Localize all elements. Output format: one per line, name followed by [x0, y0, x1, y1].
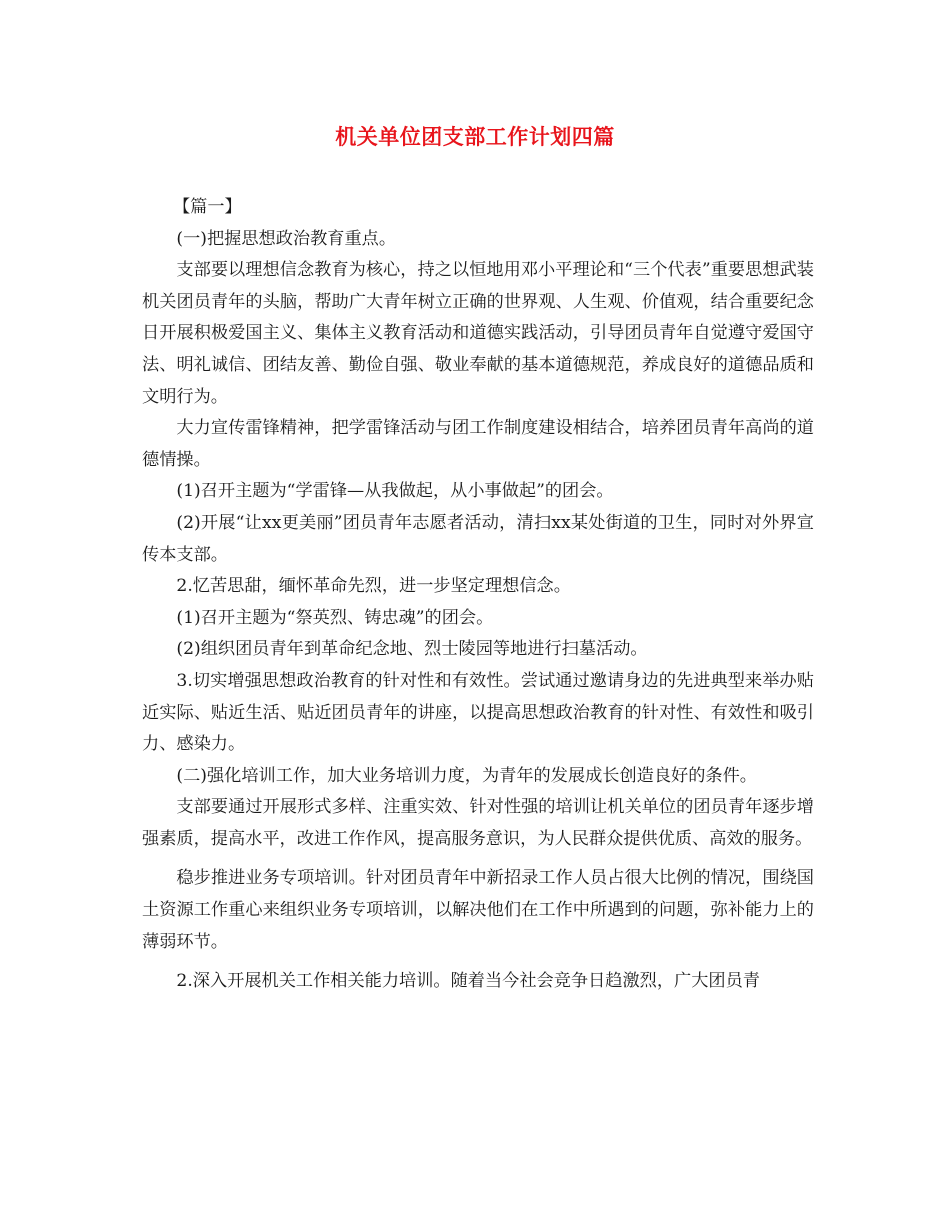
paragraph: (2)组织团员青年到革命纪念地、烈士陵园等地进行扫墓活动。 — [176, 639, 648, 660]
paragraph: 2.忆苦思甜，缅怀革命先烈，进一步坚定理想信念。 — [176, 576, 571, 597]
paragraph: (二)强化培训工作，加大业务培训力度，为青年的发展成长创造良好的条件。 — [176, 765, 757, 786]
paragraph: (1)召开主题为“学雷锋—从我做起，从小事做起”的团会。 — [176, 481, 614, 502]
document-title: 机关单位团支部工作计划四篇 — [335, 124, 615, 149]
paragraph: 3.切实增强思想政治教育的针对性和有效性。尝试通过邀请身边的先进典型来举办贴近实际、贴近生活、贴近团员青年的讲座，以提高思想政治教育的针对性、有效性和吸引力、感染力。 — [142, 670, 814, 755]
paragraph: 支部要通过开展形式多样、注重实效、针对性强的培训让机关单位的团员青年逐步增强素质，提高水平，改进工作作风，提高服务意识，为人民群众提供优质、高效的服务。 — [142, 797, 814, 849]
section-heading: 【篇一】 — [172, 197, 242, 217]
paragraph: (1)召开主题为“祭英烈、铸忠魂”的团会。 — [176, 607, 494, 628]
document-body — [142, 192, 814, 998]
paragraph: 2.深入开展机关工作相关能力培训。随着当今社会竞争日趋激烈，广大团员青 — [176, 971, 760, 992]
paragraph: 大力宣传雷锋精神，把学雷锋活动与团工作制度建设相结合，培养团员青年高尚的道德情操。 — [142, 418, 814, 470]
paragraph: 稳步推进业务专项培训。针对团员青年中新招录工作人员占很大比例的情况，围绕国土资源工作重心来组织业务专项培训，以解决他们在工作中所遇到的问题，弥补能力上的薄弱环节。 — [142, 868, 814, 952]
paragraph: (一)把握思想政治教育重点。 — [176, 228, 397, 249]
paragraph: (2)开展“让xx更美丽”团员青年志愿者活动，清扫xx某处街道的卫生，同时对外界宣传本支部。 — [142, 512, 814, 565]
paragraph: 支部要以理想信念教育为核心，持之以恒地用邓小平理论和“三个代表”重要思想武装机关团员青年的头脑，帮助广大青年树立正确的世界观、人生观、价值观，结合重要纪念日开展积极爱国主义、集体主义教育活动和道德实践活动，引导团员青年自觉遵守爱国守法、明礼诚信、团结友善、勤俭自强、敬业奉献的基本道德规范，养成良好的道德品质和文明行为。 — [142, 260, 814, 407]
